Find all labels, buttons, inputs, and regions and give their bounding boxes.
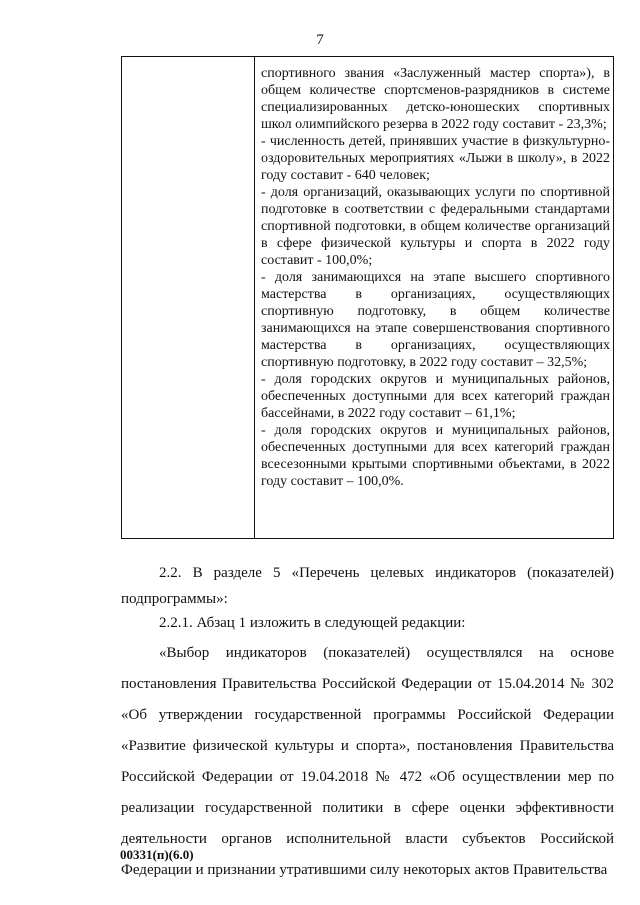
subsection-2-2-1-paragraph: 2.2.1. Абзац 1 изложить в следующей редакции: <box>159 615 466 631</box>
table-left-cell <box>122 57 255 538</box>
quoted-paragraph: «Выбор индикаторов (показателей) осуществлялся на основе постановления Правительства Российской Федерации от 15.04.2014 № 302 «Об утверждении государственной программы Российской Федерации «Развитие физической культуры и спорта», постановления Правительства Российской Федерации от 19.04.2018 № 472 «Об осуществлении мер по реализации государственной политики в сфере оценки эффективности деятельности органов исполнительной власти субъектов Российской Федерации и признании утратившими силу некоторых актов Правительства <box>121 645 614 878</box>
page-number: 7 <box>316 32 324 48</box>
document-code: 00331(п)(6.0) <box>120 847 194 862</box>
table-right-cell: спортивного звания «Заслуженный мастер спорта»), в общем количестве спортсменов-разрядников в системе специализированных детско-юношеских спортивных школ олимпийского резерва в 2022 году составит - 23,3%; - численность детей, принявших участие в физкультурно-оздоровительных мероприятиях «Лыжи в школу», в 2022 году составит - 640 человек; - доля организаций, оказывающих услуги по спортивной подготовке в соответствии с федеральными стандартами спортивной подготовки, в общем количестве организаций в сфере физической культуры и спорта в 2022 году составит - 100,0%; - доля занимающихся на этапе высшего спортивного мастерства в организациях, осуществляющих спортивную подготовку, в общем количестве занимающихся на этапе совершенствования спортивного мастерства в организациях, осуществляющих спортивную подготовку, в 2022 году составит – 32,5%; - доля городских округов и муниципальных районов, обеспеченных доступными для всех категорий граждан бассейнами, в 2022 году составит – 61,1%; - доля городских округов и муниципальных районов, обеспеченных доступными для всех категорий граждан всесезонными крытыми спортивными объектами, в 2022 году составит – 100,0%. <box>261 66 610 489</box>
section-2-2-paragraph: 2.2. В разделе 5 «Перечень целевых индикаторов (показателей) подпрограммы»: <box>121 565 614 607</box>
indicator-table <box>121 56 614 539</box>
